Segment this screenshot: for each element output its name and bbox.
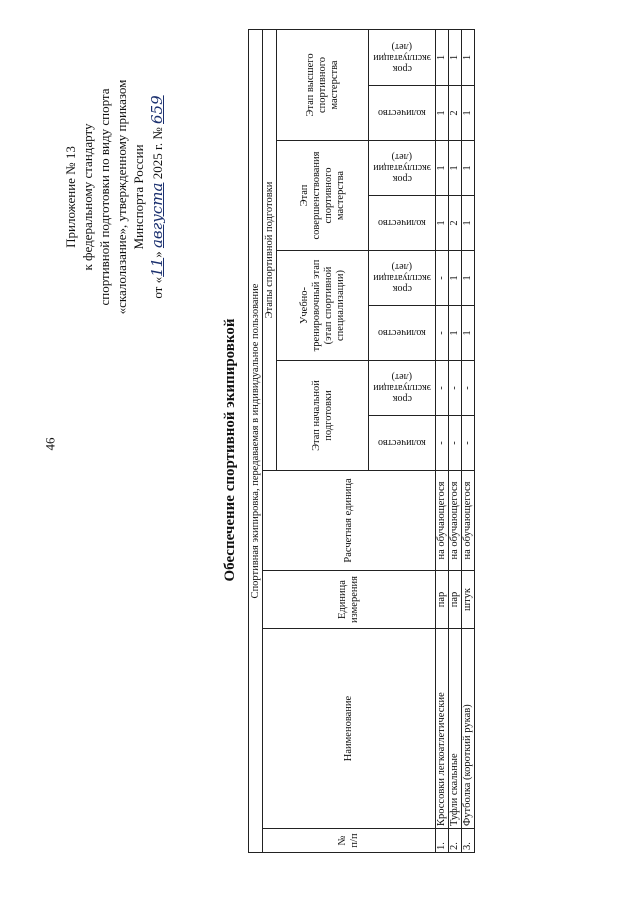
row-name: Футболка (короткий рукав) (462, 629, 475, 829)
row-value: - (449, 416, 462, 471)
row-name: Кроссовки легкоатлетические (436, 629, 449, 829)
order-prefix: от « (150, 276, 165, 299)
row-value: 1 (449, 251, 462, 306)
row-value: 2 (449, 86, 462, 141)
order-month: августа (148, 182, 166, 249)
row-value: 1 (462, 306, 475, 361)
row-num: 1. (436, 829, 449, 853)
row-num: 2. (449, 829, 462, 853)
row-value: 1 (436, 196, 449, 251)
row-value: 2 (449, 196, 462, 251)
row-unit: пар (449, 571, 462, 629)
sub-term-header: срок эксплуатации (лет) (369, 29, 436, 85)
appendix-header (62, 32, 166, 362)
table-row (449, 29, 462, 852)
appendix-line-2: спортивной подготовки по виду спорта (97, 88, 112, 306)
row-value: - (449, 361, 462, 416)
row-value: - (436, 416, 449, 471)
order-year-label: 2025 г. № (150, 127, 165, 180)
order-number: 659 (148, 95, 166, 124)
order-line (149, 32, 166, 362)
col-calc-header: Расчетная единица (263, 471, 436, 571)
appendix-line-4: Минспорта России (131, 144, 146, 250)
appendix-line-1: к федеральному стандарту (80, 123, 95, 271)
col-num-header: № п/п (263, 829, 436, 853)
order-mid: » (150, 251, 165, 258)
stages-group-header: Этапы спортивной подготовки (263, 29, 277, 470)
row-value: - (436, 361, 449, 416)
sub-qty-header: количество (369, 416, 436, 471)
header-group: Спортивная экипировка, передаваемая в индивидуальное пользование (249, 29, 263, 852)
sub-term-header: срок эксплуатации (лет) (369, 361, 436, 416)
stage-header-3: Этап совершенствования спортивного мастерства (277, 141, 369, 251)
row-name: Туфли скальные (449, 629, 462, 829)
row-value: 1 (462, 141, 475, 196)
sub-qty-header: количество (369, 86, 436, 141)
stage-header-2: Учебно-тренировочный этап (этап спортивной специализации) (277, 251, 369, 361)
row-value: 1 (436, 141, 449, 196)
row-value: 1 (436, 29, 449, 85)
row-value: 1 (436, 86, 449, 141)
document-title: Обеспечение спортивной экипировкой (222, 318, 238, 582)
equipment-table (248, 29, 475, 853)
row-unit: штук (462, 571, 475, 629)
sub-qty-header: количество (369, 306, 436, 361)
sub-qty-header: количество (369, 196, 436, 251)
appendix-line-3: «скалолазание», утвержденному приказом (114, 79, 129, 315)
row-num: 3. (462, 829, 475, 853)
row-value: - (462, 361, 475, 416)
sub-term-header: срок эксплуатации (лет) (369, 251, 436, 306)
row-calc: на обучающегося (449, 471, 462, 571)
row-unit: пар (436, 571, 449, 629)
row-value: 1 (462, 251, 475, 306)
stage-header-4: Этап высшего спортивного мастерства (277, 29, 369, 140)
order-day: 11 (148, 257, 166, 277)
table-row (436, 29, 449, 852)
row-value: 1 (449, 306, 462, 361)
row-calc: на обучающегося (462, 471, 475, 571)
row-value: 1 (462, 29, 475, 85)
stage-header-1: Этап начальной подготовки (277, 361, 369, 471)
row-value: - (462, 416, 475, 471)
sub-term-header: срок эксплуатации (лет) (369, 141, 436, 196)
row-value: 1 (462, 196, 475, 251)
appendix-title: Приложение № 13 (63, 146, 78, 248)
row-value: 1 (449, 29, 462, 85)
equipment-table-wrapper (248, 30, 475, 853)
col-name-header: Наименование (263, 629, 436, 829)
row-value: 1 (462, 86, 475, 141)
table-row (462, 29, 475, 852)
row-calc: на обучающегося (436, 471, 449, 571)
row-value: 1 (449, 141, 462, 196)
page-number: 46 (42, 437, 58, 451)
rotated-page-content (10, 10, 630, 890)
row-value: - (436, 306, 449, 361)
row-value: - (436, 251, 449, 306)
col-unit-header: Единица измерения (263, 571, 436, 629)
